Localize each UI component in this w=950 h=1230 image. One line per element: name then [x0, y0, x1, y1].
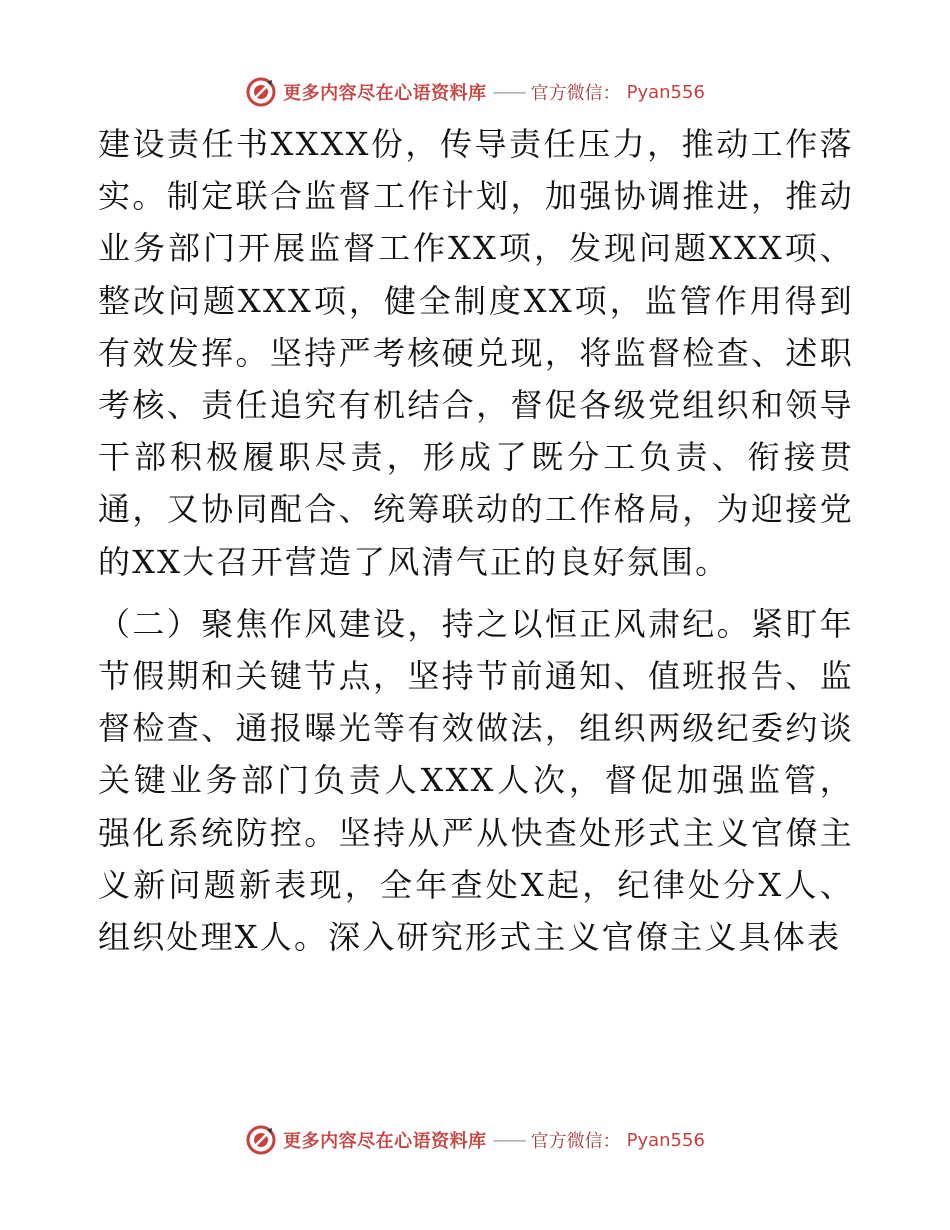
watermark-wechat-id: Pyan556: [626, 1129, 705, 1151]
watermark-wechat-label: 官方微信：: [530, 1131, 621, 1152]
document-body: [98, 118, 854, 963]
paragraph-1: 建设责任书XXXX份，传导责任压力，推动工作落实。制定联合监督工作计划，加强协调推进，推动业务部门开展监督工作XX项，发现问题XXX项、整改问题XXX项，健全制度XX项，监管作用得到有效发挥。坚持严考核硬兑现，将监督检查、述职考核、责任追究有机结合，督促各级党组织和领导干部积极履职尽责，形成了既分工负责、衔接贯通，又协同配合、统筹联动的工作格局，为迎接党的XX大召开营造了风清气正的良好氛围。: [98, 125, 854, 581]
seal-logo-icon: [245, 1124, 277, 1156]
header-watermark: [0, 72, 950, 112]
watermark-wechat-id: Pyan556: [626, 81, 705, 103]
watermark-dash: ——: [492, 1129, 525, 1151]
paragraph-2: （二）聚焦作风建设，持之以恒正风肃纪。紧盯年节假期和关键节点，坚持节前通知、值班报告、监督检查、通报曝光等有效做法，组织两级纪委约谈关键业务部门负责人XXX人次，督促加强监管，强化系统防控。坚持从严从快查处形式主义官僚主义新问题新表现，全年查处X起，纪律处分X人、组织处理X人。深入研究形式主义官僚主义具体表: [98, 604, 854, 957]
watermark-brand-text: 更多内容尽在心语资料库: [283, 1131, 487, 1152]
footer-watermark: [0, 1120, 950, 1160]
seal-logo-icon: [245, 76, 277, 108]
watermark-dash: ——: [492, 81, 525, 103]
watermark-brand-text: 更多内容尽在心语资料库: [283, 83, 487, 104]
watermark-wechat-label: 官方微信：: [530, 83, 621, 104]
